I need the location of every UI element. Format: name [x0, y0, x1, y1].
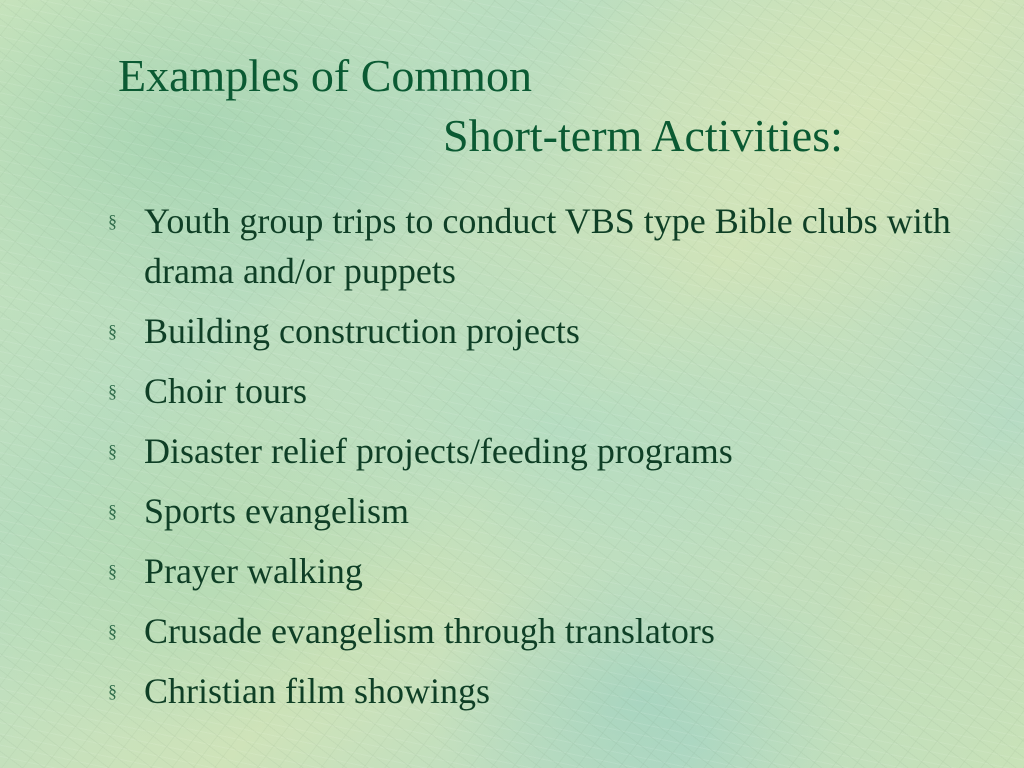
- list-item: [104, 196, 964, 296]
- list-item-text: Prayer walking: [144, 551, 363, 591]
- bullet-icon: §: [108, 211, 117, 231]
- list-item: [104, 366, 964, 416]
- bullet-icon: §: [108, 681, 117, 701]
- slide-title: [118, 46, 958, 166]
- title-line-1: Examples of Common: [118, 50, 532, 101]
- bullet-icon: §: [108, 621, 117, 641]
- list-item-text: Youth group trips to conduct VBS type Bible clubs with drama and/or puppets: [144, 201, 951, 291]
- list-item: [104, 546, 964, 596]
- bullet-icon: §: [108, 561, 117, 581]
- bullet-icon: §: [108, 381, 117, 401]
- list-item-text: Building construction projects: [144, 311, 580, 351]
- bullet-icon: §: [108, 501, 117, 521]
- activity-list: [104, 196, 964, 726]
- list-item: [104, 606, 964, 656]
- bullet-icon: §: [108, 321, 117, 341]
- list-item: [104, 306, 964, 356]
- list-item-text: Sports evangelism: [144, 491, 409, 531]
- list-item-text: Choir tours: [144, 371, 308, 411]
- bullet-icon: §: [108, 441, 117, 461]
- list-item-text: Christian film showings: [144, 671, 491, 711]
- title-line-2: Short-term Activities:: [443, 110, 843, 161]
- list-item: [104, 426, 964, 476]
- list-item: [104, 666, 964, 716]
- list-item-text: Crusade evangelism through translators: [144, 611, 715, 651]
- list-item-text: Disaster relief projects/feeding programs: [144, 431, 733, 471]
- list-item: [104, 486, 964, 536]
